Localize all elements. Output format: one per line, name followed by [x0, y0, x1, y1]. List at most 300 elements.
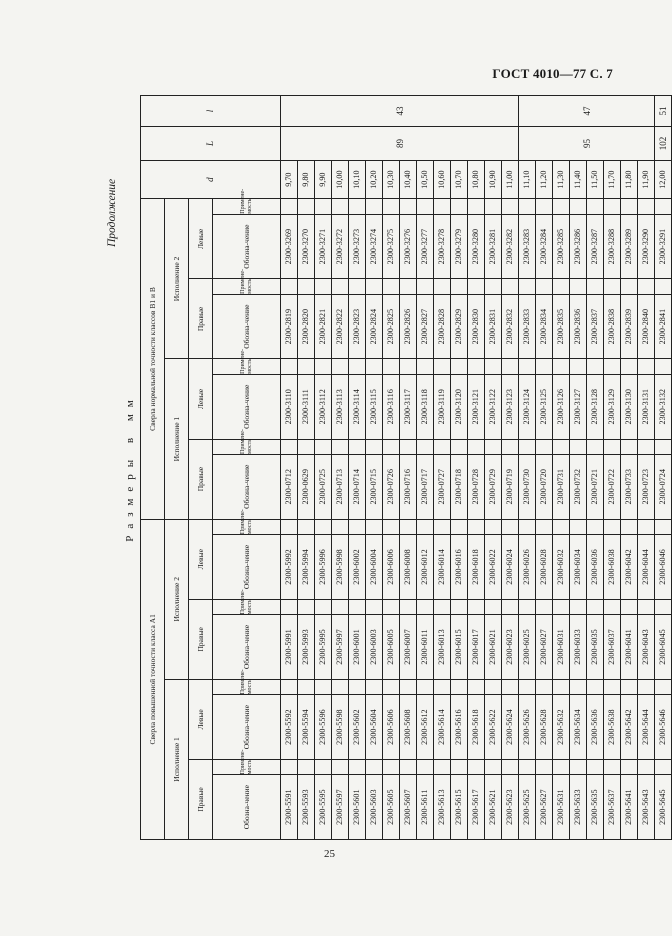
application-cell	[400, 279, 417, 294]
application-cell	[621, 519, 638, 535]
designation-cell: 2300-5633	[570, 775, 587, 840]
designation-cell: 2300-5603	[366, 775, 383, 840]
application-cell	[485, 759, 502, 774]
designation-cell: 2300-0713	[332, 454, 349, 519]
application-cell	[536, 439, 553, 454]
designation-cell: 2300-2824	[366, 294, 383, 359]
designation-cell: 2300-2839	[621, 294, 638, 359]
right-header: Правые	[189, 599, 213, 679]
right-header: Правые	[189, 279, 213, 359]
application-cell	[553, 279, 570, 294]
application-cell	[502, 679, 519, 694]
application-cell	[451, 599, 468, 614]
table-row	[570, 96, 587, 840]
table-row	[366, 96, 383, 840]
application-header: Примене-мость	[213, 759, 281, 774]
designation-cell: 2300-6022	[485, 535, 502, 600]
table-row	[553, 96, 570, 840]
application-header: Примене-мость	[213, 439, 281, 454]
application-cell	[536, 679, 553, 694]
designation-cell: 2300-5627	[536, 775, 553, 840]
designation-cell: 2300-2837	[587, 294, 604, 359]
designation-cell: 2300-5996	[315, 535, 332, 600]
designation-cell: 2300-3284	[536, 214, 553, 279]
designation-cell: 2300-3274	[366, 214, 383, 279]
application-cell	[655, 599, 672, 614]
designation-cell: 2300-5618	[468, 695, 485, 760]
application-header: Примене-мость	[213, 359, 281, 374]
diameter-cell: 10,60	[434, 160, 451, 199]
table-head	[141, 96, 281, 840]
designation-cell: 2300-6025	[519, 615, 536, 680]
designation-cell: 2300-5593	[298, 775, 315, 840]
application-cell	[298, 599, 315, 614]
length-L-cell: 89	[281, 127, 519, 161]
designation-cell: 2300-6017	[468, 615, 485, 680]
designation-cell: 2300-3124	[519, 374, 536, 439]
application-cell	[298, 199, 315, 214]
application-cell	[349, 279, 366, 294]
designation-cell: 2300-5646	[655, 695, 672, 760]
designation-cell: 2300-6015	[451, 615, 468, 680]
designation-cell: 2300-2827	[417, 294, 434, 359]
application-cell	[604, 679, 621, 694]
application-cell	[570, 279, 587, 294]
application-cell	[604, 759, 621, 774]
designation-cell: 2300-5645	[655, 775, 672, 840]
designation-cell: 2300-5592	[281, 695, 298, 760]
application-cell	[587, 359, 604, 374]
designation-cell: 2300-3117	[400, 374, 417, 439]
application-cell	[417, 759, 434, 774]
designation-cell: 2300-3283	[519, 214, 536, 279]
application-cell	[281, 359, 298, 374]
group-b-header: Сверла нормальной точности классов В1 и В	[141, 199, 165, 519]
application-cell	[519, 679, 536, 694]
application-cell	[587, 679, 604, 694]
designation-cell: 2300-5628	[536, 695, 553, 760]
designation-cell: 2300-0726	[383, 454, 400, 519]
application-cell	[349, 599, 366, 614]
rotated-content	[100, 95, 668, 840]
table-body	[281, 96, 672, 840]
application-cell	[417, 359, 434, 374]
designation-cell: 2300-5598	[332, 695, 349, 760]
application-header: Примене-мость	[213, 679, 281, 694]
application-cell	[315, 679, 332, 694]
designation-cell: 2300-6038	[604, 535, 621, 600]
left-header: Левые	[189, 359, 213, 439]
designation-header: Обозна-чение	[213, 454, 281, 519]
designation-cell: 2300-6008	[400, 535, 417, 600]
application-cell	[570, 359, 587, 374]
application-cell	[604, 359, 621, 374]
application-cell	[451, 359, 468, 374]
designation-cell: 2300-5615	[451, 775, 468, 840]
table-row	[655, 96, 672, 840]
application-cell	[298, 679, 315, 694]
designation-cell: 2300-2825	[383, 294, 400, 359]
designation-cell: 2300-5991	[281, 615, 298, 680]
application-cell	[468, 279, 485, 294]
diameter-cell: 10,00	[332, 160, 349, 199]
application-cell	[366, 759, 383, 774]
application-cell	[400, 439, 417, 454]
application-cell	[349, 359, 366, 374]
designation-cell: 2300-6044	[638, 535, 655, 600]
designation-cell: 2300-5601	[349, 775, 366, 840]
designation-cell: 2300-6002	[349, 535, 366, 600]
designation-cell: 2300-6004	[366, 535, 383, 600]
designation-cell: 2300-6041	[621, 615, 638, 680]
designation-cell: 2300-2835	[553, 294, 570, 359]
application-cell	[621, 759, 638, 774]
application-cell	[315, 439, 332, 454]
application-cell	[451, 679, 468, 694]
b-exec2-header: Исполнение 2	[165, 199, 189, 359]
application-cell	[315, 359, 332, 374]
page-number: 25	[324, 848, 335, 860]
diameter-cell: 11,80	[621, 160, 638, 199]
a1-exec1-header: Исполнение 1	[165, 679, 189, 839]
application-cell	[468, 199, 485, 214]
designation-cell: 2300-3120	[451, 374, 468, 439]
application-cell	[485, 359, 502, 374]
designation-cell: 2300-5995	[315, 615, 332, 680]
application-cell	[553, 679, 570, 694]
diameter-cell: 10,70	[451, 160, 468, 199]
designation-cell: 2300-5597	[332, 775, 349, 840]
table-row	[638, 96, 655, 840]
application-cell	[570, 439, 587, 454]
application-cell	[638, 599, 655, 614]
designation-header: Обозна-чение	[213, 214, 281, 279]
designation-cell: 2300-5644	[638, 695, 655, 760]
application-cell	[451, 199, 468, 214]
application-cell	[485, 439, 502, 454]
designation-cell: 2300-5604	[366, 695, 383, 760]
right-header: Правые	[189, 759, 213, 839]
left-header: Левые	[189, 199, 213, 279]
application-cell	[400, 359, 417, 374]
designation-cell: 2300-3286	[570, 214, 587, 279]
application-cell	[587, 519, 604, 535]
designation-cell: 2300-6036	[587, 535, 604, 600]
designation-cell: 2300-0718	[451, 454, 468, 519]
application-cell	[587, 439, 604, 454]
application-cell	[383, 199, 400, 214]
designation-cell: 2300-6021	[485, 615, 502, 680]
designation-cell: 2300-5617	[468, 775, 485, 840]
designation-cell: 2300-3111	[298, 374, 315, 439]
application-cell	[655, 199, 672, 214]
designation-cell: 2300-3122	[485, 374, 502, 439]
application-cell	[281, 519, 298, 535]
application-cell	[315, 199, 332, 214]
application-cell	[502, 759, 519, 774]
application-cell	[570, 759, 587, 774]
application-cell	[349, 439, 366, 454]
application-cell	[638, 519, 655, 535]
designation-cell: 2300-0715	[366, 454, 383, 519]
application-cell	[298, 439, 315, 454]
application-cell	[519, 599, 536, 614]
application-cell	[417, 599, 434, 614]
application-cell	[655, 439, 672, 454]
application-cell	[332, 199, 349, 214]
designation-cell: 2300-3288	[604, 214, 621, 279]
designation-cell: 2300-6037	[604, 615, 621, 680]
designation-cell: 2300-5613	[434, 775, 451, 840]
length-l-cell: 51	[655, 96, 672, 127]
designation-cell: 2300-3115	[366, 374, 383, 439]
designation-cell: 2300-5605	[383, 775, 400, 840]
designation-cell: 2300-3273	[349, 214, 366, 279]
application-cell	[638, 759, 655, 774]
table-row	[587, 96, 604, 840]
application-cell	[451, 279, 468, 294]
designation-cell: 2300-2828	[434, 294, 451, 359]
designation-cell: 2300-3279	[451, 214, 468, 279]
application-cell	[570, 599, 587, 614]
diameter-cell: 12,00	[655, 160, 672, 199]
left-header: Левые	[189, 519, 213, 599]
designation-cell: 2300-5612	[417, 695, 434, 760]
designation-cell: 2300-5626	[519, 695, 536, 760]
continued-label: Продолжение	[106, 178, 118, 247]
designation-header: Обозна-чение	[213, 374, 281, 439]
designation-cell: 2300-3285	[553, 214, 570, 279]
designation-cell: 2300-3128	[587, 374, 604, 439]
designation-cell: 2300-3282	[502, 214, 519, 279]
designation-cell: 2300-3277	[417, 214, 434, 279]
designation-cell: 2300-5596	[315, 695, 332, 760]
designation-cell: 2300-2831	[485, 294, 502, 359]
designation-cell: 2300-3126	[553, 374, 570, 439]
application-cell	[434, 359, 451, 374]
length-l-cell: 43	[281, 96, 519, 127]
application-cell	[553, 199, 570, 214]
table-row	[485, 96, 502, 840]
application-cell	[553, 519, 570, 535]
table-row	[417, 96, 434, 840]
application-cell	[655, 759, 672, 774]
diameter-cell: 10,40	[400, 160, 417, 199]
designation-cell: 2300-6012	[417, 535, 434, 600]
designation-cell: 2300-5992	[281, 535, 298, 600]
application-cell	[502, 199, 519, 214]
application-header: Примене-мость	[213, 519, 281, 535]
application-cell	[468, 439, 485, 454]
designation-cell: 2300-3281	[485, 214, 502, 279]
application-cell	[417, 679, 434, 694]
designation-cell: 2300-3131	[638, 374, 655, 439]
table-row	[332, 96, 349, 840]
designation-cell: 2300-0728	[468, 454, 485, 519]
application-cell	[621, 279, 638, 294]
table-row	[621, 96, 638, 840]
designation-cell: 2300-0731	[553, 454, 570, 519]
application-cell	[502, 519, 519, 535]
designation-cell: 2300-6031	[553, 615, 570, 680]
application-cell	[400, 679, 417, 694]
application-cell	[587, 199, 604, 214]
designation-cell: 2300-5634	[570, 695, 587, 760]
a1-exec2-header: Исполнение 2	[165, 519, 189, 679]
designation-cell: 2300-6007	[400, 615, 417, 680]
designation-cell: 2300-2821	[315, 294, 332, 359]
application-cell	[434, 759, 451, 774]
designation-cell: 2300-0729	[485, 454, 502, 519]
application-cell	[553, 599, 570, 614]
designation-cell: 2300-5621	[485, 775, 502, 840]
application-cell	[502, 599, 519, 614]
table-row	[349, 96, 366, 840]
designation-cell: 2300-5637	[604, 775, 621, 840]
diameter-cell: 11,30	[553, 160, 570, 199]
designation-header: Обозна-чение	[213, 775, 281, 840]
table-row	[315, 96, 332, 840]
application-cell	[383, 679, 400, 694]
designation-cell: 2300-3275	[383, 214, 400, 279]
diameter-cell: 11,20	[536, 160, 553, 199]
application-cell	[332, 439, 349, 454]
application-cell	[638, 199, 655, 214]
designation-cell: 2300-5594	[298, 695, 315, 760]
application-cell	[281, 759, 298, 774]
application-cell	[485, 519, 502, 535]
diameter-cell: 11,90	[638, 160, 655, 199]
designation-cell: 2300-3270	[298, 214, 315, 279]
designation-cell: 2300-5624	[502, 695, 519, 760]
designation-cell: 2300-3129	[604, 374, 621, 439]
application-cell	[332, 599, 349, 614]
designation-header: Обозна-чение	[213, 294, 281, 359]
application-cell	[468, 599, 485, 614]
designation-cell: 2300-3113	[332, 374, 349, 439]
designation-cell: 2300-6043	[638, 615, 655, 680]
application-cell	[621, 359, 638, 374]
application-cell	[468, 759, 485, 774]
diameter-cell: 9,90	[315, 160, 332, 199]
application-cell	[349, 519, 366, 535]
application-cell	[485, 199, 502, 214]
designation-cell: 2300-3119	[434, 374, 451, 439]
designation-cell: 2300-3125	[536, 374, 553, 439]
designation-cell: 2300-6027	[536, 615, 553, 680]
application-cell	[400, 759, 417, 774]
application-cell	[383, 359, 400, 374]
application-cell	[536, 199, 553, 214]
designation-cell: 2300-5632	[553, 695, 570, 760]
application-cell	[485, 279, 502, 294]
application-cell	[434, 199, 451, 214]
application-cell	[281, 679, 298, 694]
designation-cell: 2300-3118	[417, 374, 434, 439]
diameter-cell: 9,70	[281, 160, 298, 199]
application-header: Примене-мость	[213, 599, 281, 614]
application-cell	[366, 519, 383, 535]
application-cell	[536, 359, 553, 374]
designation-cell: 2300-2833	[519, 294, 536, 359]
designation-cell: 2300-6023	[502, 615, 519, 680]
designation-cell: 2300-2830	[468, 294, 485, 359]
designation-cell: 2300-5622	[485, 695, 502, 760]
application-cell	[451, 439, 468, 454]
designation-cell: 2300-3280	[468, 214, 485, 279]
table-row	[451, 96, 468, 840]
application-cell	[417, 279, 434, 294]
designation-cell: 2300-6033	[570, 615, 587, 680]
table-row	[434, 96, 451, 840]
designation-cell: 2300-2834	[536, 294, 553, 359]
designation-cell: 2300-2826	[400, 294, 417, 359]
application-cell	[553, 759, 570, 774]
application-cell	[383, 279, 400, 294]
designation-cell: 2300-6035	[587, 615, 604, 680]
designation-cell: 2300-5625	[519, 775, 536, 840]
application-cell	[587, 759, 604, 774]
page-header: ГОСТ 4010—77 С. 7	[492, 66, 613, 81]
application-cell	[638, 679, 655, 694]
table-row	[383, 96, 400, 840]
designation-header: Обозна-чение	[213, 535, 281, 600]
designation-cell: 2300-6032	[553, 535, 570, 600]
application-cell	[587, 279, 604, 294]
application-cell	[434, 279, 451, 294]
application-cell	[434, 679, 451, 694]
application-cell	[655, 279, 672, 294]
application-cell	[519, 279, 536, 294]
application-cell	[536, 759, 553, 774]
designation-cell: 2300-3278	[434, 214, 451, 279]
designation-cell: 2300-5611	[417, 775, 434, 840]
designation-cell: 2300-2836	[570, 294, 587, 359]
application-cell	[519, 439, 536, 454]
designation-cell: 2300-5602	[349, 695, 366, 760]
table-row	[536, 96, 553, 840]
application-cell	[587, 599, 604, 614]
diameter-cell: 10,50	[417, 160, 434, 199]
designation-cell: 2300-2823	[349, 294, 366, 359]
length-L-cell: 102	[655, 127, 672, 161]
designation-cell: 2300-5595	[315, 775, 332, 840]
designation-cell: 2300-5642	[621, 695, 638, 760]
application-cell	[315, 519, 332, 535]
designation-cell: 2300-6045	[655, 615, 672, 680]
designation-cell: 2300-2840	[638, 294, 655, 359]
designation-cell: 2300-5616	[451, 695, 468, 760]
designation-cell: 2300-0733	[621, 454, 638, 519]
application-cell	[298, 519, 315, 535]
application-cell	[485, 599, 502, 614]
length-L-cell: 95	[519, 127, 655, 161]
application-cell	[502, 279, 519, 294]
diameter-cell: 10,90	[485, 160, 502, 199]
application-cell	[468, 679, 485, 694]
application-cell	[536, 599, 553, 614]
application-cell	[281, 199, 298, 214]
diameter-cell: 10,80	[468, 160, 485, 199]
application-cell	[621, 599, 638, 614]
table-row	[604, 96, 621, 840]
designation-cell: 2300-6016	[451, 535, 468, 600]
application-cell	[383, 759, 400, 774]
table-row	[502, 96, 519, 840]
designation-cell: 2300-0724	[655, 454, 672, 519]
application-cell	[468, 359, 485, 374]
application-cell	[621, 199, 638, 214]
